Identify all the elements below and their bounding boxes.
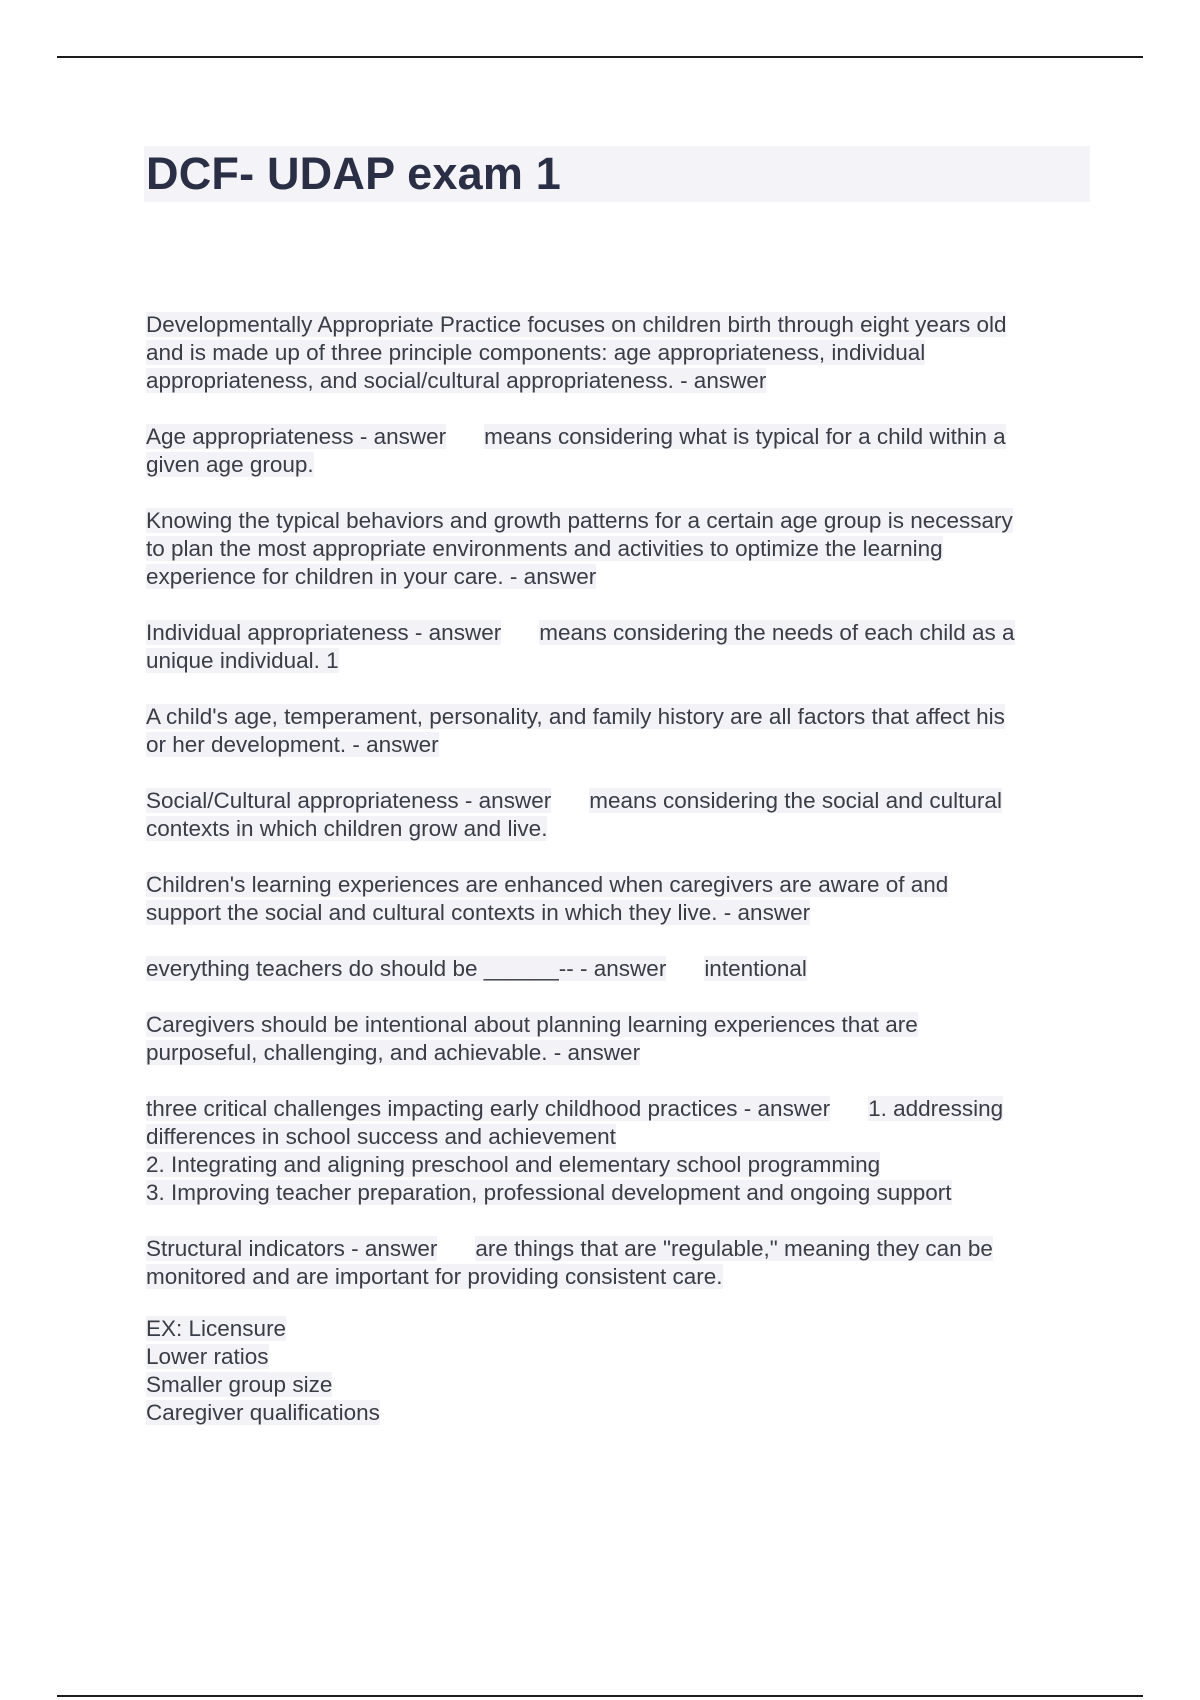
qa-entry bbox=[146, 311, 1086, 395]
entry-text-line: A child's age, temperament, personality, and family history are all factors that affect his bbox=[146, 704, 1005, 729]
page-title: DCF- UDAP exam 1 bbox=[146, 148, 561, 199]
entry-text-line: purposeful, challenging, and achievable. - answer bbox=[146, 1040, 641, 1065]
entry-term: Individual appropriateness - answer bbox=[146, 620, 502, 645]
entry-text-line: Developmentally Appropriate Practice focuses on children birth through eight years old bbox=[146, 312, 1007, 337]
entry-term: Age appropriateness - answer bbox=[146, 424, 447, 449]
entry-term: everything teachers do should be ______-- - answer bbox=[146, 956, 667, 981]
entry-answer-line: differences in school success and achievement bbox=[146, 1124, 616, 1149]
qa-entry bbox=[146, 703, 1086, 759]
entry-answer-line: means considering the needs of each child as a bbox=[539, 620, 1015, 645]
list-item: Caregiver qualifications bbox=[146, 1400, 380, 1425]
qa-entry bbox=[146, 423, 1086, 479]
document-body bbox=[146, 311, 1086, 1455]
qa-entry bbox=[146, 507, 1086, 591]
list-item: Lower ratios bbox=[146, 1344, 269, 1369]
entry-text-line: to plan the most appropriate environments and activities to optimize the learning bbox=[146, 536, 943, 561]
entry-term: Structural indicators - answer bbox=[146, 1236, 438, 1261]
entry-text-line: Knowing the typical behaviors and growth patterns for a certain age group is necessary bbox=[146, 508, 1013, 533]
qa-entry bbox=[146, 619, 1086, 675]
qa-entry bbox=[146, 955, 1086, 983]
qa-entry bbox=[146, 1011, 1086, 1067]
entry-answer-line: are things that are "regulable," meaning they can be bbox=[475, 1236, 993, 1261]
entry-answer-line: contexts in which children grow and live. bbox=[146, 816, 548, 841]
entry-term: Social/Cultural appropriateness - answer bbox=[146, 788, 552, 813]
entry-answer-line: 2. Integrating and aligning preschool and elementary school programming bbox=[146, 1152, 881, 1177]
entry-text-line: experience for children in your care. - answer bbox=[146, 564, 597, 589]
entry-text-line: or her development. - answer bbox=[146, 732, 439, 757]
qa-entry bbox=[146, 787, 1086, 843]
examples-list bbox=[146, 1315, 1086, 1427]
entry-answer-line: given age group. bbox=[146, 452, 314, 477]
qa-entry bbox=[146, 871, 1086, 927]
top-rule bbox=[57, 56, 1143, 58]
entry-answer-line: intentional bbox=[704, 956, 807, 981]
qa-entry bbox=[146, 1095, 1086, 1207]
list-item: EX: Licensure bbox=[146, 1316, 287, 1341]
entry-term: three critical challenges impacting early childhood practices - answer bbox=[146, 1096, 831, 1121]
bottom-rule bbox=[57, 1695, 1143, 1697]
entry-answer-line: means considering what is typical for a child within a bbox=[484, 424, 1006, 449]
entry-text-line: Caregivers should be intentional about planning learning experiences that are bbox=[146, 1012, 918, 1037]
entry-answer-line: means considering the social and cultural bbox=[589, 788, 1002, 813]
entry-answer-line: 3. Improving teacher preparation, professional development and ongoing support bbox=[146, 1180, 952, 1205]
entry-text-line: Children's learning experiences are enhanced when caregivers are aware of and bbox=[146, 872, 949, 897]
entry-text-line: appropriateness, and social/cultural appropriateness. - answer bbox=[146, 368, 767, 393]
entry-answer-line: 1. addressing bbox=[868, 1096, 1004, 1121]
entry-answer-line: unique individual. 1 bbox=[146, 648, 339, 673]
qa-entry bbox=[146, 1235, 1086, 1291]
entry-text-line: support the social and cultural contexts in which they live. - answer bbox=[146, 900, 811, 925]
entry-answer-line: monitored and are important for providing consistent care. bbox=[146, 1264, 723, 1289]
list-item: Smaller group size bbox=[146, 1372, 333, 1397]
entry-text-line: and is made up of three principle components: age appropriateness, individual bbox=[146, 340, 926, 365]
